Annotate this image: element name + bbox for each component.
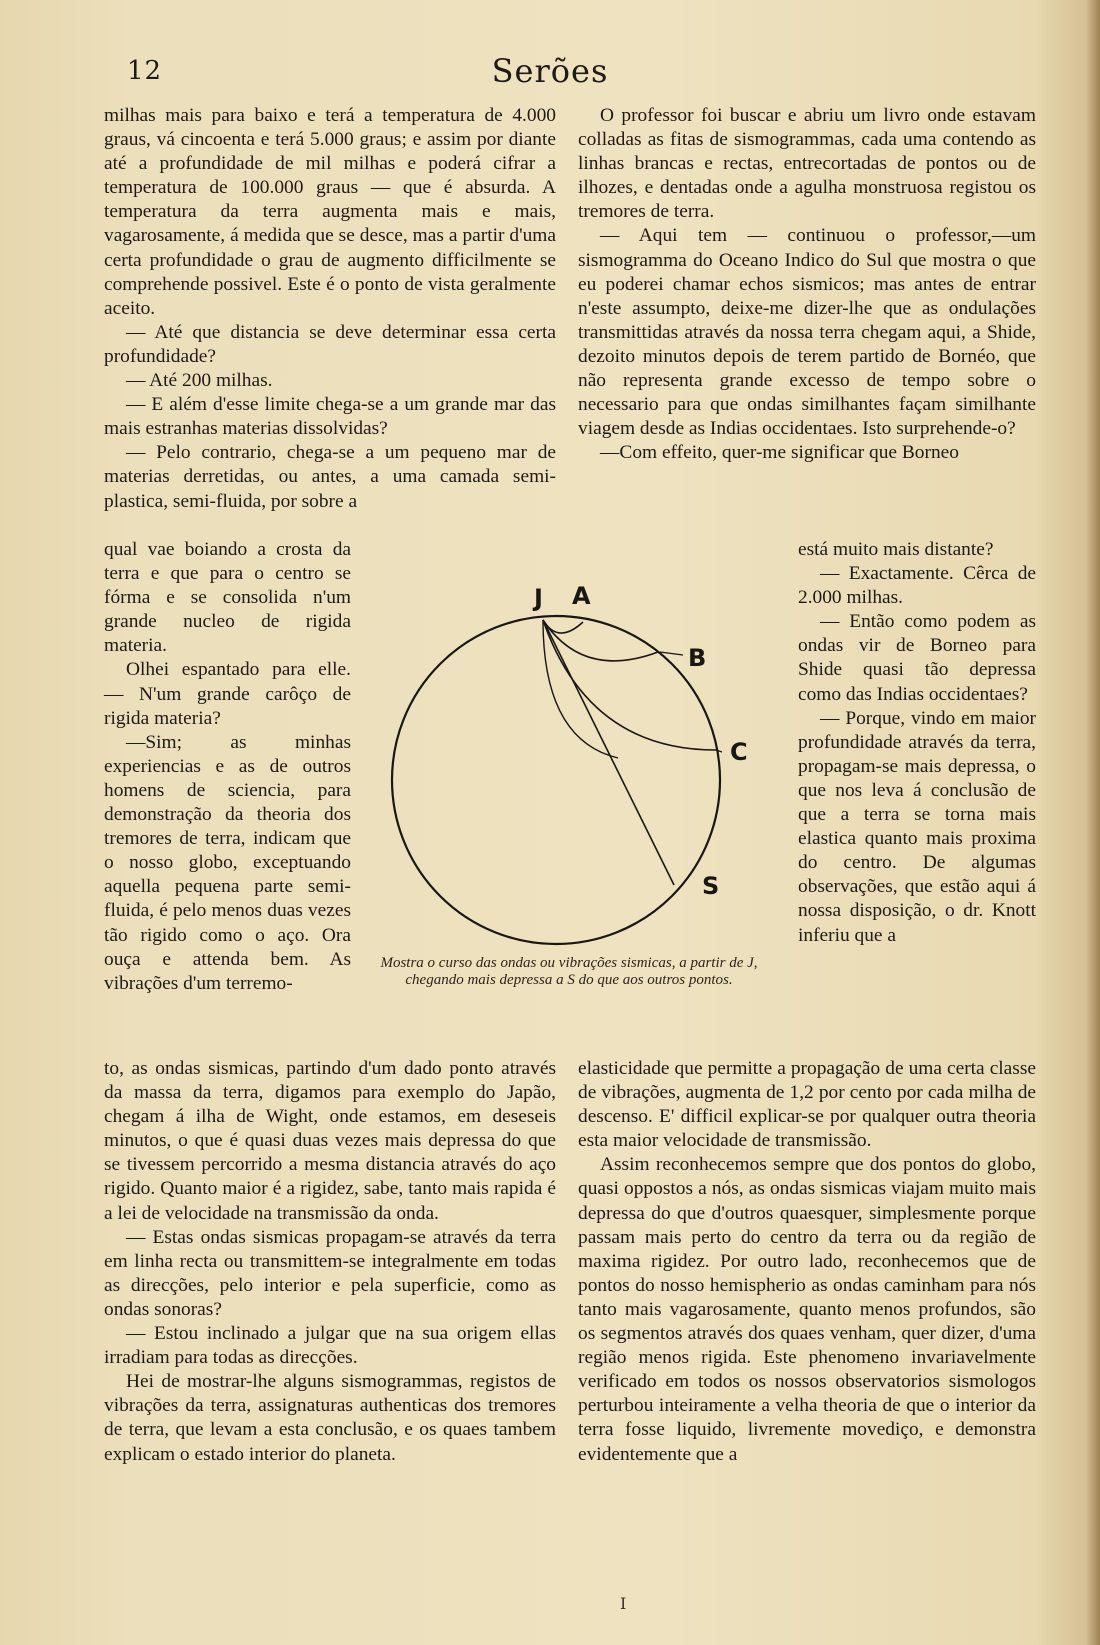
paragraph: — Então como podem as ondas vir de Borneo para Shide quasi tão depressa como das Indias occidentaes? — [798, 611, 1036, 705]
paragraph: — Exactamente. Cêrca de 2.000 milhas. — [798, 563, 1036, 609]
globe-circle — [392, 616, 720, 944]
paragraph: Assim reconhecemos sempre que dos pontos do globo, quasi oppostos a nós, as ondas sismicas viajam muito mais depressa do que d'outros quaesquer, simplesmente porque passam mais perto do centro da terra ou da região de maxima rigidez. Por outro lado, reconhecemos que de pontos do nosso hemispherio as ondas caminham para nós tanto mais vagarosamente, quanto menos profundos, são os segmentos através dos quaes venham, quer dizer, d'uma região menos rigida. Este phenomeno invariavelmente verificado em todos os nossos observatorios sismologos perturbou inteiramente a velha theoria de que o interior da terra fosse liquido, livremente movediço, e demonstra evidentemente que a — [578, 1154, 1036, 1465]
paragraph: —Com effeito, quer-me significar que Borneo — [600, 442, 959, 464]
seismic-wave-diagram — [378, 570, 778, 950]
paragraph: Olhei espantado para elle. — N'um grande carôço de rigida materia? — [104, 659, 351, 729]
paragraph: está muito mais distante? — [798, 539, 994, 560]
paragraph: — Até 200 milhas. — [126, 370, 273, 392]
wave-path-to-s — [543, 620, 674, 885]
paragraph: — Estas ondas sismicas propagam-se através da terra em linha recta ou transmittem-se integralmente em todas as direcções, pelo interior e pela superficie, como as ondas sonoras? — [104, 1226, 556, 1320]
paragraph: — Porque, vindo em maior profundidade através da terra, propagam-se mais depressa, o que nos leva á conclusão de que a terra se torna mais elastica quanto mais proxima do centro. De algumas observações, que estão aqui á nossa disposição, o dr. Knott inferiu que a — [798, 707, 1036, 946]
right-column-narrow — [798, 538, 1036, 948]
left-column-top — [104, 104, 556, 514]
footer-mark: I — [620, 1594, 627, 1613]
running-head-title: Serões — [491, 52, 609, 90]
paragraph: — E além d'esse limite chega-se a um grande mar das mais estranhas materias dissolvidas? — [104, 394, 556, 440]
paragraph: elasticidade que permitte a propagação de uma certa classe de vibrações, augmenta de 1,2 por cento por cada milha de descenso. E' difficil explicar-se por qualquer outra theoria esta maior velocidade de transmissão. — [578, 1058, 1036, 1152]
paragraph: — Estou inclinado a julgar que na sua origem ellas irradiam para todas as direcções. — [104, 1323, 556, 1369]
paragraph: Hei de mostrar-lhe alguns sismogrammas, registos de vibrações da terra, assignaturas authenticas dos tremores de terra, que levam a esta conclusão, e os quaes tambem explicam o estado interior do planeta. — [104, 1371, 556, 1465]
label-j: J — [534, 584, 543, 612]
paragraph: —Sim; as minhas experiencias e as de outros homens de sciencia, para demonstração da theoria dos tremores de terra, indicam que o nosso globo, exceptuando aquella pequena parte semi-fluida, é pelo menos duas vezes tão rigido como o aço. Ora ouça e attenda bem. As vibrações d'um terremo- — [104, 731, 351, 994]
page-edge-shadow — [1086, 0, 1100, 1645]
left-column-bottom — [104, 1057, 556, 1467]
figure-caption: Mostra o curso das ondas ou vibrações sismicas, a partir de J, chegando mais depressa a S do que aos outros pontos. — [380, 955, 758, 988]
paragraph: O professor foi buscar e abriu um livro onde estavam colladas as fitas de sismogrammas, cada uma contendo as linhas brancas e rectas, entrecortadas de pontos ou de ilhozes, e dentadas onde a agulha monstruosa registou os tremores de terra. — [578, 105, 1036, 223]
paragraph: — Até que distancia se deve determinar essa certa profundidade? — [104, 321, 556, 367]
right-column-top — [578, 104, 1036, 465]
label-a: A — [572, 582, 591, 610]
paragraph: to, as ondas sismicas, partindo d'um dado ponto através da massa da terra, digamos para exemplo do Japão, chegam á ilha de Wight, onde estamos, em deseseis minutos, o que é quasi duas vezes mais depressa do que se tivessem percorrido a mesma distancia através do aço rigido. Quanto maior é a rigidez, sabe, tanto mais rapida é a lei de velocidade na transmissão da onda. — [104, 1058, 556, 1224]
paragraph: milhas mais para baixo e terá a temperatura de 4.000 graus, vá cincoenta e terá 5.000 graus; e assim por diante até a profundidade de mil milhas e poderá cifrar a temperatura de 100.000 graus — que é absurda. A temperatura da terra augmenta mais e mais, vagarosamente, á medida que se desce, mas a partir d'uma certa profundidade o grau de augmento difficilmente se comprehende possivel. Este é o ponto de vista geralmente aceito. — [104, 105, 556, 319]
page-number: 12 — [127, 56, 163, 86]
right-column-bottom — [578, 1057, 1036, 1467]
label-b: B — [688, 644, 707, 672]
label-c: C — [730, 738, 748, 766]
tick-b — [660, 652, 683, 655]
paragraph: — Aqui tem — continuou o professor,—um sismogramma do Oceano Indico do Sul que mostra o que eu poderei chamar echos sismicos; mas antes de entrar n'este assumpto, deixe-me dizer-lhe que as ondulações transmittidas através da nossa terra chegam aqui, a Shide, dezoito minutos depois de terem partido de Bornéo, que não representa grande excesso de tempo sobre o necessario para que ondas similhantes façam similhante viagem desde as Indias occidentaes. Isto surprehende-o? — [578, 225, 1036, 440]
left-column-narrow — [104, 538, 351, 996]
label-s: S — [702, 872, 720, 900]
paragraph: — Pelo contrario, chega-se a um pequeno mar de materias derretidas, ou antes, a uma camada semi-plastica, semi-fluida, por sobre a — [104, 442, 556, 512]
paragraph: qual vae boiando a crosta da terra e que para o centro se fórma e se consolida n'um grande nucleo de rigida materia. — [104, 539, 351, 657]
